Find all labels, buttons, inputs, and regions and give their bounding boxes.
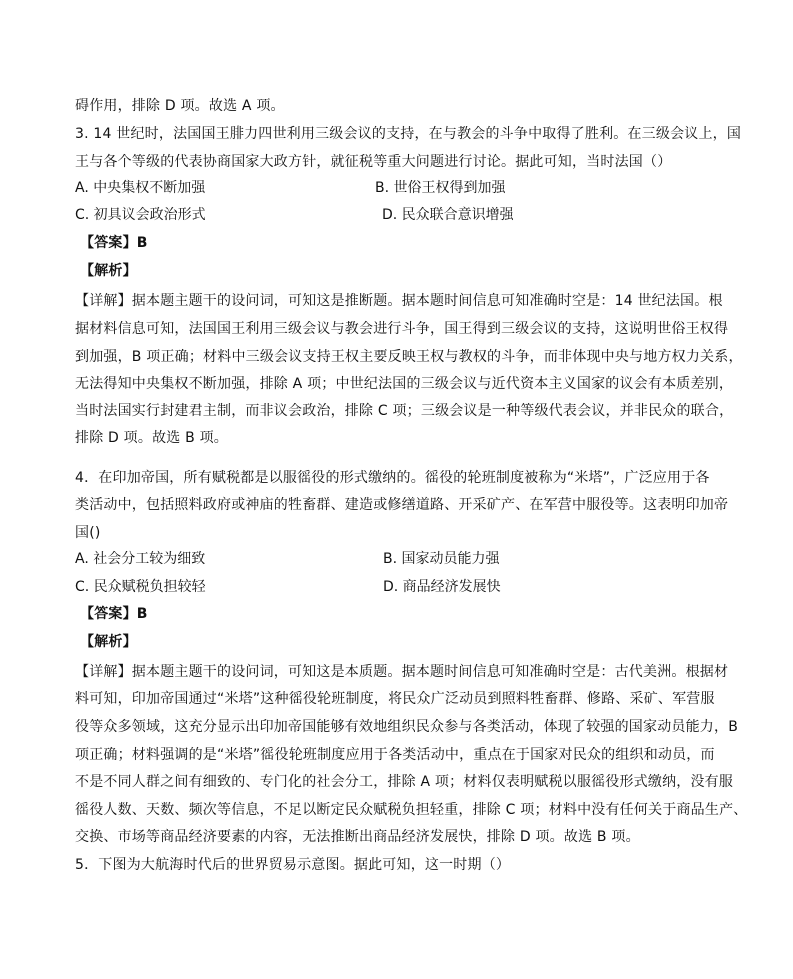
q4-detail-line-5: 不是不同人群之间有细致的、专门化的社会分工，排除 A 项；材料仅表明赋税以服徭役形式缴纳，没有服 bbox=[75, 774, 734, 790]
q4-analysis-label: 【解析】 bbox=[80, 634, 137, 650]
q3-detail-line-3: 到加强，B 项正确；材料中三级会议支持王权主要反映王权与教权的斗争，而非体现中央与地方权力关系， bbox=[75, 349, 743, 365]
q4-detail-line-4: 项正确；材料强调的是“米塔”徭役轮班制度应用于各类活动中，重点在于国家对民众的组织和动员，而 bbox=[75, 747, 715, 763]
q3-answer: 【答案】B bbox=[80, 235, 148, 251]
q5-stem-line-1: 5．下图为大航海时代后的世界贸易示意图。据此可知，这一时期（） bbox=[75, 857, 511, 873]
q4-option-a: A. 社会分工较为细致 bbox=[75, 551, 206, 567]
q3-detail-line-6: 排除 D 项。故选 B 项。 bbox=[75, 430, 228, 446]
q4-detail-line-2: 料可知，印加帝国通过“米塔”这种徭役轮班制度，将民众广泛动员到照料牲畜群、修路、采矿、军营服 bbox=[75, 691, 715, 707]
previous-answer-fragment: 碍作用，排除 D 项。故选 A 项。 bbox=[75, 98, 285, 114]
q4-option-b: B. 国家动员能力强 bbox=[383, 551, 500, 567]
q3-option-d: D. 民众联合意识增强 bbox=[382, 207, 514, 223]
q4-stem-line-2: 类活动中，包括照料政府或神庙的牲畜群、建造或修缮道路、开采矿产、在军营中服役等。这表明印加帝 bbox=[75, 497, 729, 513]
q3-detail-line-1: 【详解】据本题主题干的设问词，可知这是推断题。据本题时间信息可知准确时空是：14 世纪法国。根 bbox=[75, 293, 723, 309]
q3-stem-line-1: 3. 14 世纪时，法国国王腓力四世利用三级会议的支持，在与教会的斗争中取得了胜利。在三级会议上，国 bbox=[75, 126, 742, 142]
q3-stem-line-2: 王与各个等级的代表协商国家大政方针，就征税等重大问题进行讨论。据此可知，当时法国（） bbox=[75, 154, 672, 170]
q4-detail-line-6: 徭役人数、天数、频次等信息，不足以断定民众赋税负担轻重，排除 C 项；材料中没有任何关于商品生产、 bbox=[75, 802, 748, 818]
q3-option-c: C. 初具议会政治形式 bbox=[75, 207, 206, 223]
q4-detail-line-1: 【详解】据本题主题干的设问词，可知这是本质题。据本题时间信息可知准确时空是：古代美洲。根据材 bbox=[75, 664, 729, 680]
q3-detail-line-4: 无法得知中央集权不断加强，排除 A 项；中世纪法国的三级会议与近代资本主义国家的议会有本质差别， bbox=[75, 376, 734, 392]
q3-option-b: B. 世俗王权得到加强 bbox=[375, 180, 506, 196]
q4-detail-line-3: 役等众多领域，这充分显示出印加帝国能够有效地组织民众参与各类活动，体现了较强的国家动员能力，B bbox=[75, 719, 739, 735]
q4-answer: 【答案】B bbox=[80, 606, 148, 622]
q4-stem-line-1: 4．在印加帝国，所有赋税都是以服徭役的形式缴纳的。徭役的轮班制度被称为“米塔”，广泛应用于各 bbox=[75, 470, 710, 486]
q4-option-c: C. 民众赋税负担较轻 bbox=[75, 579, 206, 595]
q3-detail-line-2: 据材料信息可知，法国国王利用三级会议与教会进行斗争，国王得到三级会议的支持，这说明世俗王权得 bbox=[75, 321, 729, 337]
q3-analysis-label: 【解析】 bbox=[80, 263, 137, 279]
q4-option-d: D. 商品经济发展快 bbox=[383, 579, 501, 595]
q4-detail-line-7: 交换、市场等商品经济要素的内容，无法推断出商品经济发展快，排除 D 项。故选 B 项。 bbox=[75, 829, 640, 845]
q3-option-a: A. 中央集权不断加强 bbox=[75, 180, 206, 196]
q4-stem-line-3: 国() bbox=[75, 525, 101, 541]
q3-detail-line-5: 当时法国实行封建君主制，而非议会政治，排除 C 项；三级会议是一种等级代表会议，并非民众的联合， bbox=[75, 403, 734, 419]
